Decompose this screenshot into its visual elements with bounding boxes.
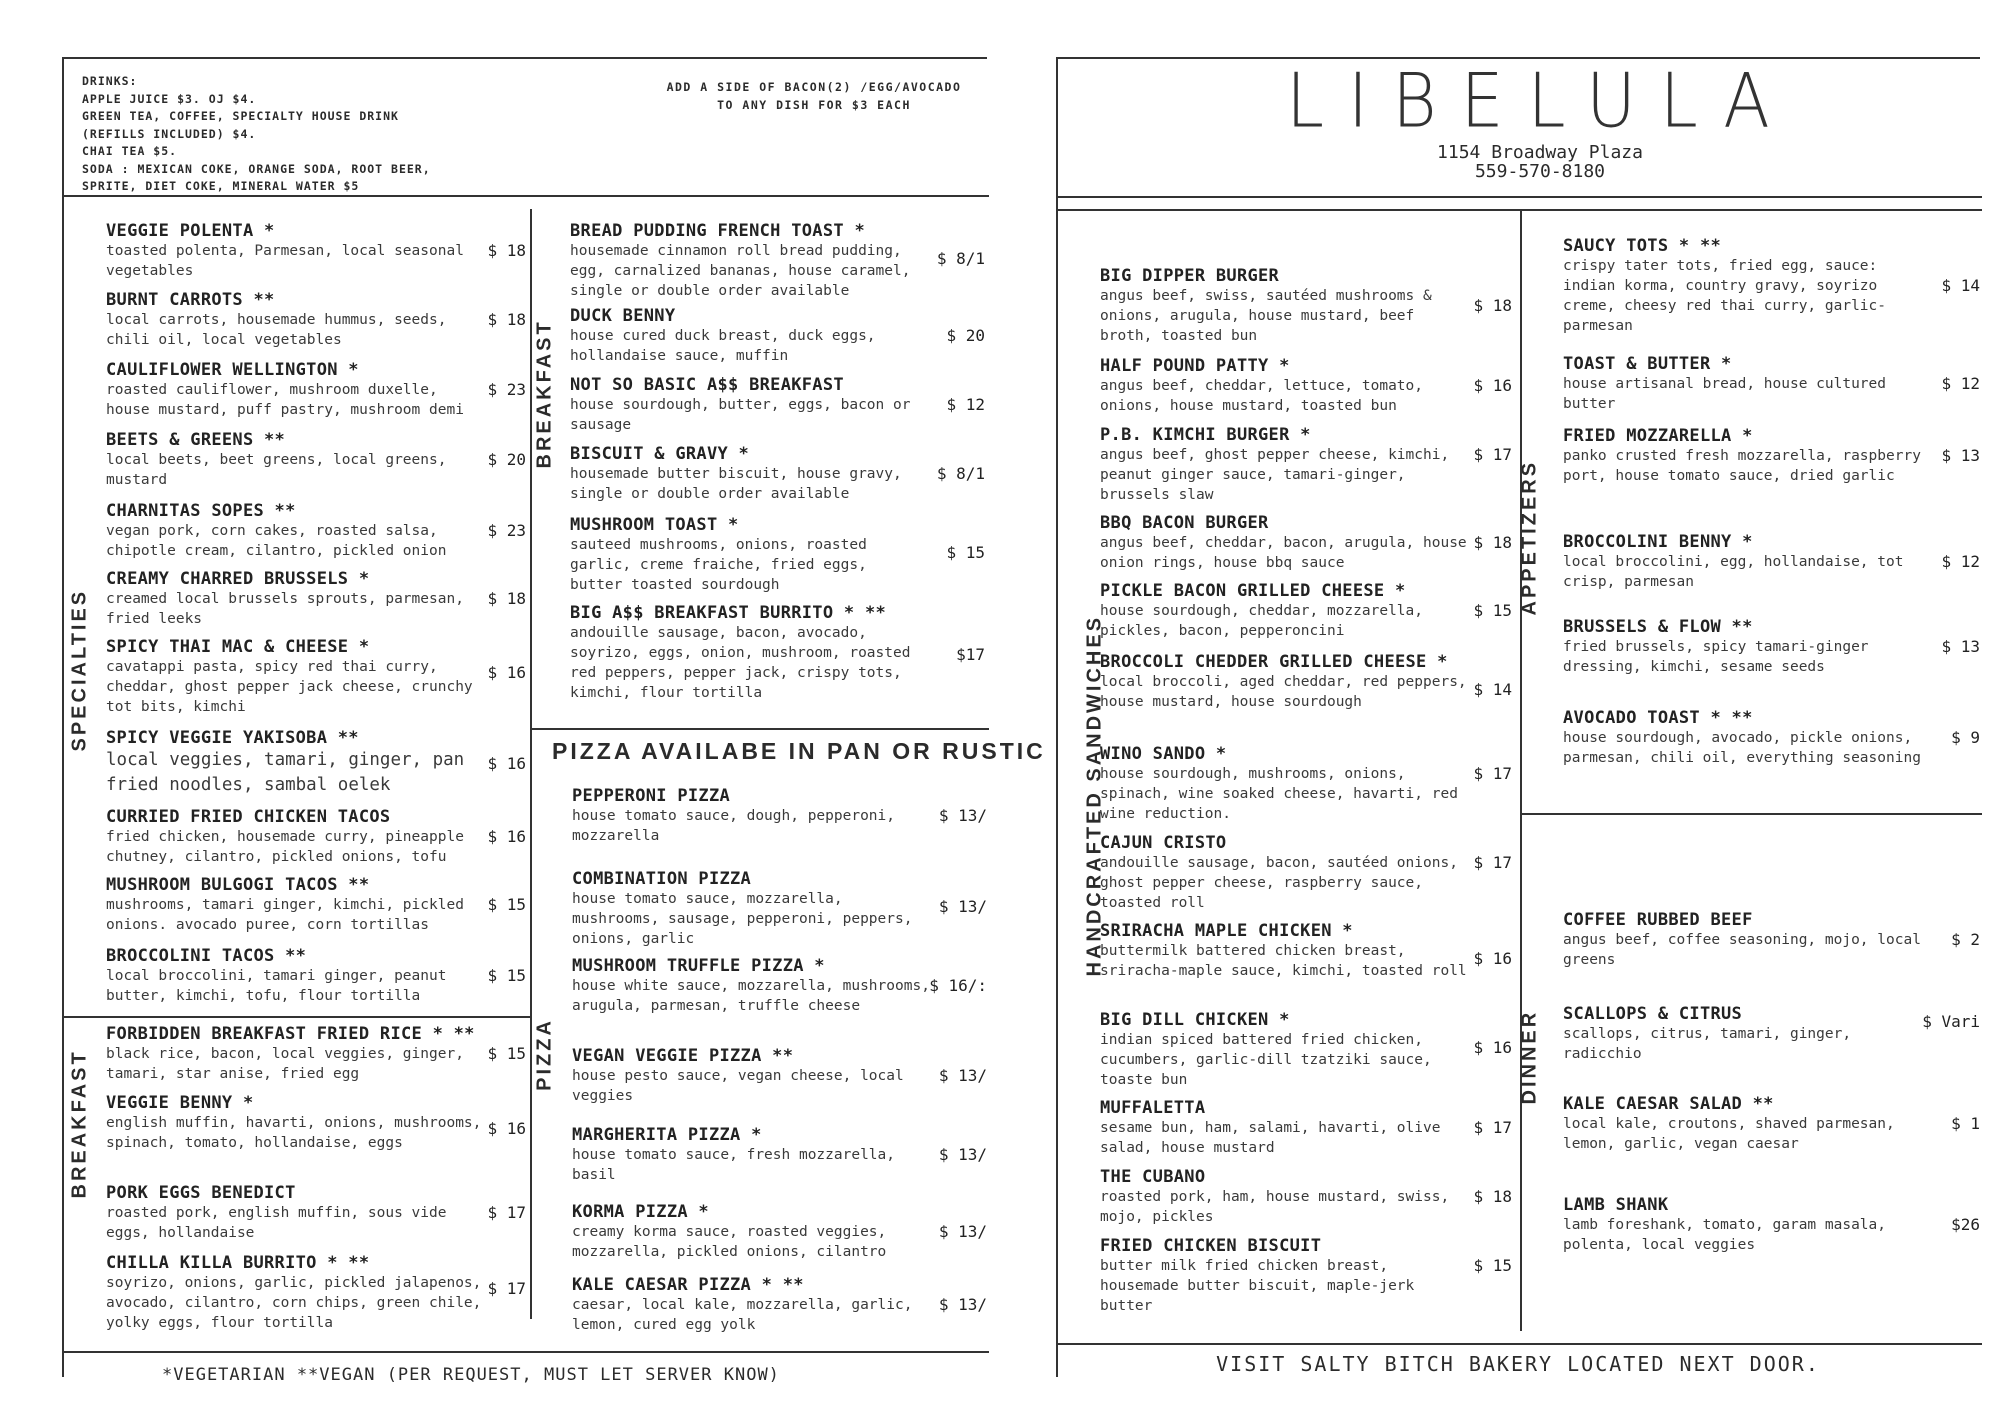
menu-item <box>570 515 985 595</box>
menu-item-description: local broccolini, egg, hollandaise, tot crisp, parmesan <box>1563 554 1904 590</box>
menu-item-price: $ 17 <box>1473 853 1512 872</box>
menu-item-price: $ 13/ <box>938 1295 987 1314</box>
menu-item-description: house sourdough, mushrooms, onions, spinach, wine soaked cheese, havarti, red wine reduction. <box>1100 766 1458 822</box>
menu-item-description: creamed local brussels sprouts, parmesan, fried leeks <box>106 591 464 627</box>
menu-item-description: roasted pork, english muffin, sous vide eggs, hollandaise <box>106 1205 447 1241</box>
menu-item <box>1100 356 1512 416</box>
menu-item-name: TOAST & BUTTER * <box>1563 354 1732 374</box>
menu-item <box>106 946 526 1006</box>
menu-item <box>572 956 987 1016</box>
menu-item-price: $ 18 <box>487 310 526 329</box>
menu-item <box>1563 617 1980 677</box>
menu-item-price: $ 17 <box>1473 1118 1512 1137</box>
menu-item <box>572 869 987 949</box>
menu-item-price: $ 20 <box>487 450 526 469</box>
menu-item <box>106 290 526 350</box>
menu-item-name: AVOCADO TOAST * ** <box>1563 708 1753 728</box>
drinks-line: (REFILLS INCLUDED) $4. <box>82 126 257 141</box>
menu-item <box>1563 1195 1980 1255</box>
menu-item-name: BIG A$$ BREAKFAST BURRITO * ** <box>570 603 887 623</box>
drinks-line: GREEN TEA, COFFEE, SPECIALTY HOUSE DRINK <box>82 109 399 123</box>
menu-item-price: $ 14 <box>1941 276 1980 295</box>
menu-item <box>106 360 526 420</box>
drinks-list <box>82 73 431 196</box>
menu-item-description: creamy korma sauce, roasted veggies, mozzarella, pickled onions, cilantro <box>572 1224 887 1260</box>
menu-item <box>106 569 526 629</box>
menu-item <box>1100 1098 1512 1158</box>
menu-item <box>1100 652 1512 712</box>
add-side-line: ADD A SIDE OF BACON(2) /EGG/AVOCADO <box>666 80 962 94</box>
menu-item-description: fried brussels, spicy tamari-ginger dressing, kimchi, sesame seeds <box>1563 639 1869 675</box>
menu-item-name: CREAMY CHARRED BRUSSELS * <box>106 569 370 589</box>
menu-item-name: WINO SANDO * <box>1100 744 1227 764</box>
menu-item <box>106 221 526 281</box>
menu-item <box>1100 744 1512 824</box>
menu-item-name: MUSHROOM TOAST * <box>570 515 739 535</box>
menu-item-name: BIG DIPPER BURGER <box>1100 266 1280 286</box>
menu-item-name: SAUCY TOTS * ** <box>1563 236 1722 256</box>
menu-item <box>572 1202 987 1262</box>
menu-item-name: CAULIFLOWER WELLINGTON * <box>106 360 359 380</box>
menu-item-price: $ 15 <box>487 966 526 985</box>
menu-item-name: PEPPERONI PIZZA <box>572 786 731 806</box>
menu-item-description: house tomato sauce, dough, pepperoni, mozzarella <box>572 808 896 844</box>
section-label-appetizers: APPETIZERS <box>1518 459 1541 616</box>
menu-item-description: andouille sausage, bacon, avocado, soyrizo, eggs, onion, mushroom, roasted red peppers, pepper jack, crispy tots, kimchi, flour tortilla <box>570 625 911 701</box>
menu-item-name: CURRIED FRIED CHICKEN TACOS <box>106 807 391 827</box>
divider <box>530 209 532 1319</box>
menu-item-price: $ 18 <box>1473 296 1512 315</box>
menu-item-name: PICKLE BACON GRILLED CHEESE * <box>1100 581 1406 601</box>
menu-item-price: $ 13/ <box>938 1222 987 1241</box>
menu-item-price: $ 17 <box>487 1203 526 1222</box>
menu-item-name: CHARNITAS SOPES ** <box>106 501 296 521</box>
menu-item <box>1563 426 1980 486</box>
menu-item-price: $ 18 <box>1473 1187 1512 1206</box>
menu-item <box>572 1046 987 1106</box>
menu-item-description: local beets, beet greens, local greens, mustard <box>106 452 447 488</box>
menu-item-name: BRUSSELS & FLOW ** <box>1563 617 1753 637</box>
menu-item-price: $ 18 <box>487 589 526 608</box>
menu-item-name: BBQ BACON BURGER <box>1100 513 1269 533</box>
menu-item-price: $ 16 <box>487 754 526 773</box>
menu-item-name: COFFEE RUBBED BEEF <box>1563 910 1753 930</box>
menu-item-description: sauteed mushrooms, onions, roasted garlic, creme fraiche, fried eggs, butter toasted sourdough <box>570 537 867 593</box>
divider <box>64 195 989 197</box>
menu-item <box>1563 236 1980 336</box>
menu-item-name: MUSHROOM BULGOGI TACOS ** <box>106 875 370 895</box>
menu-item <box>1100 1236 1512 1316</box>
menu-item-description: angus beef, ghost pepper cheese, kimchi, peanut ginger sauce, tamari-ginger, brussels slaw <box>1100 447 1450 503</box>
menu-item <box>1100 513 1512 573</box>
menu-item-description: caesar, local kale, mozzarella, garlic, lemon, cured egg yolk <box>572 1297 913 1333</box>
menu-item-name: SPICY VEGGIE YAKISOBA ** <box>106 728 359 748</box>
menu-item-name: HALF POUND PATTY * <box>1100 356 1290 376</box>
menu-item-description: house pesto sauce, vegan cheese, local veggies <box>572 1068 904 1104</box>
menu-item-description: butter milk fried chicken breast, housemade butter biscuit, maple-jerk butter <box>1100 1258 1415 1314</box>
menu-item-description: indian spiced battered fried chicken, cucumbers, garlic-dill tzatziki sauce, toaste bun <box>1100 1032 1432 1088</box>
menu-item <box>570 375 985 435</box>
menu-item-name: SCALLOPS & CITRUS <box>1563 1004 1743 1024</box>
address-line: 1154 Broadway Plaza <box>1437 142 1643 163</box>
menu-item-name: FRIED MOZZARELLA * <box>1563 426 1753 446</box>
menu-item-price: $ 12 <box>1941 552 1980 571</box>
menu-item-name: VEGGIE POLENTA * <box>106 221 275 241</box>
menu-item-description: andouille sausage, bacon, sautéed onions, ghost pepper cheese, raspberry sauce, toasted roll <box>1100 855 1458 911</box>
menu-item-price: $ 1 <box>1951 1114 1980 1133</box>
menu-item-description: house artisanal bread, house cultured butter <box>1563 376 1887 412</box>
menu-item-description: black rice, bacon, local veggies, ginger, tamari, star anise, fried egg <box>106 1046 464 1082</box>
menu-item <box>106 807 526 867</box>
menu-item-price: $ 15 <box>487 1044 526 1063</box>
menu-item <box>572 1125 987 1185</box>
menu-item-name: KALE CAESAR SALAD ** <box>1563 1094 1774 1114</box>
menu-item-price: $ 16 <box>1473 376 1512 395</box>
menu-item-price: $ 15 <box>946 543 985 562</box>
menu-item <box>106 1093 526 1153</box>
menu-item-name: KORMA PIZZA * <box>572 1202 709 1222</box>
menu-item-price: $ 23 <box>487 380 526 399</box>
restaurant-logo: LIBELULA <box>1286 58 1794 145</box>
menu-item-price: $ 15 <box>487 895 526 914</box>
menu-item-price: $ 18 <box>487 241 526 260</box>
menu-item-description: local broccolini, tamari ginger, peanut butter, kimchi, tofu, flour tortilla <box>106 968 447 1004</box>
add-side-line: TO ANY DISH FOR $3 EACH <box>717 97 911 112</box>
menu-item-price: $ 16 <box>487 1119 526 1138</box>
menu-item-price: $ 16 <box>1473 949 1512 968</box>
menu-item-description: angus beef, swiss, sautéed mushrooms & onions, arugula, house mustard, beef broth, toasted bun <box>1100 288 1432 344</box>
menu-item-description: vegan pork, corn cakes, roasted salsa, chipotle cream, cilantro, pickled onion <box>106 523 447 559</box>
menu-item <box>570 306 985 366</box>
menu-item-price: $ 13/ <box>938 897 987 916</box>
menu-item-name: VEGAN VEGGIE PIZZA ** <box>572 1046 794 1066</box>
add-side-note <box>634 79 994 114</box>
divider <box>1520 209 1522 1331</box>
menu-item-name: P.B. KIMCHI BURGER * <box>1100 425 1311 445</box>
menu-item-price: $ 16/: <box>929 976 987 995</box>
menu-item <box>1563 1004 1980 1064</box>
section-label-breakfast: BREAKFAST <box>68 1049 91 1199</box>
menu-item <box>1100 1010 1512 1090</box>
menu-item <box>106 1183 526 1243</box>
menu-item-description: cavatappi pasta, spicy red thai curry, cheddar, ghost pepper jack cheese, crunchy tot bits, kimchi <box>106 659 473 715</box>
menu-item-price: $ 13/ <box>938 806 987 825</box>
menu-item-price: $ 18 <box>1473 533 1512 552</box>
menu-item-price: $ 16 <box>1473 1038 1512 1057</box>
menu-item <box>106 728 526 798</box>
divider <box>64 1016 530 1018</box>
menu-item-description: crispy tater tots, fried egg, sauce: indian korma, country gravy, soyrizo creme, cheesy red thai curry, garlic-parmesan <box>1563 258 1887 334</box>
menu-item-name: COMBINATION PIZZA <box>572 869 752 889</box>
menu-item-name: DUCK BENNY <box>570 306 676 326</box>
menu-item <box>572 1275 987 1335</box>
restaurant-address <box>1280 143 1800 181</box>
section-label-pizza: PIZZA <box>533 1018 556 1091</box>
drinks-line: APPLE JUICE $3. OJ $4. <box>82 91 257 106</box>
section-label-dinner: DINNER <box>1518 1009 1541 1105</box>
menu-item-name: BEETS & GREENS ** <box>106 430 286 450</box>
menu-item-name: BROCCOLI CHEDDER GRILLED CHEESE * <box>1100 652 1448 672</box>
menu-item-description: angus beef, coffee seasoning, mojo, local greens <box>1563 932 1921 968</box>
divider <box>1520 813 1982 815</box>
menu-item <box>1563 354 1980 414</box>
menu-item-price: $ 13 <box>1941 637 1980 656</box>
menu-item-description: house tomato sauce, mozzarella, mushrooms, sausage, pepperoni, peppers, onions, garlic <box>572 891 913 947</box>
menu-item-price: $ 23 <box>487 521 526 540</box>
menu-item <box>1563 1094 1980 1154</box>
menu-item-description: house tomato sauce, fresh mozzarella, basil <box>572 1147 896 1183</box>
menu-item-price: $ 2 <box>1951 930 1980 949</box>
drinks-line: CHAI TEA $5. <box>82 144 178 158</box>
menu-item-price: $ 8/1 <box>936 249 985 268</box>
menu-item <box>1563 708 1980 768</box>
section-label-specialties: SPECIALTIES <box>68 588 91 752</box>
menu-item-name: VEGGIE BENNY * <box>106 1093 254 1113</box>
menu-item-name: PORK EGGS BENEDICT <box>106 1183 296 1203</box>
menu-item <box>106 875 526 935</box>
menu-item <box>106 637 526 717</box>
menu-item-description: house sourdough, avocado, pickle onions, parmesan, chili oil, everything seasoning <box>1563 730 1921 766</box>
menu-item-name: BREAD PUDDING FRENCH TOAST * <box>570 221 865 241</box>
menu-item-price: $ 13/ <box>938 1145 987 1164</box>
divider <box>530 728 989 730</box>
menu-item-name: CHILLA KILLA BURRITO * ** <box>106 1253 370 1273</box>
menu-item-description: roasted cauliflower, mushroom duxelle, house mustard, puff pastry, mushroom demi <box>106 382 464 418</box>
menu-item-price: $ 13/ <box>938 1066 987 1085</box>
menu-item-name: SRIRACHA MAPLE CHICKEN * <box>1100 921 1353 941</box>
menu-item-description: fried chicken, housemade curry, pineapple chutney, cilantro, pickled onions, tofu <box>106 829 464 865</box>
menu-item-name: BURNT CARROTS ** <box>106 290 275 310</box>
menu-item <box>106 430 526 490</box>
pizza-heading: PIZZA AVAILABE IN PAN OR RUSTIC <box>552 738 1046 764</box>
menu-item <box>106 501 526 561</box>
menu-item <box>570 444 985 504</box>
menu-item-description: house sourdough, cheddar, mozzarella, pickles, bacon, pepperoncini <box>1100 603 1424 639</box>
menu-item-name: MUSHROOM TRUFFLE PIZZA * <box>572 956 825 976</box>
menu-item-price: $ 16 <box>487 663 526 682</box>
divider <box>1058 1343 1982 1345</box>
menu-item-description: angus beef, cheddar, bacon, arugula, house onion rings, house bbq sauce <box>1100 535 1467 571</box>
menu-item-price: $ 12 <box>1941 374 1980 393</box>
menu-item-name: KALE CAESAR PIZZA * ** <box>572 1275 804 1295</box>
menu-item <box>570 603 985 703</box>
menu-item-price: $ 8/1 <box>936 464 985 483</box>
menu-item-name: BROCCOLINI TACOS ** <box>106 946 307 966</box>
menu-item-price: $ 13 <box>1941 446 1980 465</box>
menu-item-description: house white sauce, mozzarella, mushrooms, arugula, parmesan, truffle cheese <box>572 978 930 1014</box>
menu-item-description: buttermilk battered chicken breast, sriracha-maple sauce, kimchi, toasted roll <box>1100 943 1467 979</box>
menu-item-description: english muffin, havarti, onions, mushrooms, spinach, tomato, hollandaise, eggs <box>106 1115 482 1151</box>
menu-item <box>1100 921 1512 981</box>
menu-item <box>1100 581 1512 641</box>
menu-item-price: $ 15 <box>1473 1256 1512 1275</box>
menu-item-price: $ 16 <box>487 827 526 846</box>
menu-item-price: $ 12 <box>946 395 985 414</box>
menu-item-price: $ 14 <box>1473 680 1512 699</box>
menu-item-description: housemade cinnamon roll bread pudding, egg, carnalized bananas, house caramel, single or double order available <box>570 243 911 299</box>
menu-item-name: SPICY THAI MAC & CHEESE * <box>106 637 370 657</box>
menu-item-name: FORBIDDEN BREAKFAST FRIED RICE * ** <box>106 1024 475 1044</box>
menu-item-name: FRIED CHICKEN BISCUIT <box>1100 1236 1322 1256</box>
diet-footnote: *VEGETARIAN **VEGAN (PER REQUEST, MUST LET SERVER KNOW) <box>162 1365 780 1385</box>
menu-item-price: $17 <box>956 645 985 664</box>
menu-item-price: $ 17 <box>1473 445 1512 464</box>
menu-item-name: MARGHERITA PIZZA * <box>572 1125 762 1145</box>
phone-line: 559-570-8180 <box>1474 161 1606 182</box>
menu-item-name: CAJUN CRISTO <box>1100 833 1227 853</box>
menu-item <box>106 1253 526 1333</box>
menu-item <box>1100 425 1512 505</box>
menu-item <box>1100 833 1512 913</box>
menu-item <box>1563 910 1980 970</box>
menu-item-price: $ 17 <box>1473 764 1512 783</box>
menu-item-name: BISCUIT & GRAVY * <box>570 444 750 464</box>
menu-item-description: local kale, croutons, shaved parmesan, lemon, garlic, vegan caesar <box>1563 1116 1895 1152</box>
menu-item <box>106 1024 526 1084</box>
menu-item-name: THE CUBANO <box>1100 1167 1206 1187</box>
menu-item-description: housemade butter biscuit, house gravy, single or double order available <box>570 466 902 502</box>
menu-item-name: NOT SO BASIC A$$ BREAKFAST <box>570 375 844 395</box>
drinks-line: SODA : MEXICAN COKE, ORANGE SODA, ROOT BEER, <box>82 161 431 176</box>
menu-item-description: scallops, citrus, tamari, ginger, radicchio <box>1563 1026 1852 1062</box>
menu-item-name: MUFFALETTA <box>1100 1098 1206 1118</box>
drinks-line: SPRITE, DIET COKE, MINERAL WATER $5 <box>82 179 360 193</box>
menu-item-name: BIG DILL CHICKEN * <box>1100 1010 1290 1030</box>
divider <box>64 1351 989 1353</box>
section-label-breakfast: BREAKFAST <box>533 319 556 469</box>
divider <box>1058 196 1982 198</box>
menu-item-price: $26 <box>1951 1215 1980 1234</box>
bakery-note: VISIT SALTY BITCH BAKERY LOCATED NEXT DOOR. <box>1216 1352 1820 1376</box>
menu-item <box>1100 266 1512 346</box>
menu-item-price: $ 17 <box>487 1279 526 1298</box>
menu-item-description: house cured duck breast, duck eggs, hollandaise sauce, muffin <box>570 328 876 364</box>
menu-item-description: house sourdough, butter, eggs, bacon or sausage <box>570 397 911 433</box>
menu-item-description: sesame bun, ham, salami, havarti, olive salad, house mustard <box>1100 1120 1441 1156</box>
menu-item-description: panko crusted fresh mozzarella, raspberry port, house tomato sauce, dried garlic <box>1563 448 1921 484</box>
menu-item-description: roasted pork, ham, house mustard, swiss, mojo, pickles <box>1100 1189 1450 1225</box>
menu-item-description: local broccoli, aged cheddar, red peppers, house mustard, house sourdough <box>1100 674 1467 710</box>
menu-item <box>1563 532 1980 592</box>
menu-item-description: local carrots, housemade hummus, seeds, chili oil, local vegetables <box>106 312 447 348</box>
menu-item-price: $ 9 <box>1951 728 1980 747</box>
menu-item-description: angus beef, cheddar, lettuce, tomato, onions, house mustard, toasted bun <box>1100 378 1424 414</box>
menu-item-description: toasted polenta, Parmesan, local seasonal vegetables <box>106 243 464 279</box>
menu-item <box>1100 1167 1512 1227</box>
menu-item-price: $ 20 <box>946 326 985 345</box>
section-label-sandwiches: HANDCRAFTED SANDWICHES <box>1083 614 1106 977</box>
drinks-line: DRINKS: <box>82 74 138 88</box>
menu-item <box>572 786 987 846</box>
menu-item-description: local veggies, tamari, ginger, pan fried noodles, sambal oelek <box>106 750 465 795</box>
menu-item-description: soyrizo, onions, garlic, pickled jalapenos, avocado, cilantro, corn chips, green chile, yolky eggs, flour tortilla <box>106 1275 482 1331</box>
menu-item-name: LAMB SHANK <box>1563 1195 1669 1215</box>
menu-item-price: $ 15 <box>1473 601 1512 620</box>
menu-item-name: BROCCOLINI BENNY * <box>1563 532 1753 552</box>
menu-item-price: $ Vari <box>1922 1012 1980 1031</box>
menu-item <box>570 221 985 301</box>
menu-item-description: mushrooms, tamari ginger, kimchi, pickled onions. avocado puree, corn tortillas <box>106 897 464 933</box>
menu-item-description: lamb foreshank, tomato, garam masala, polenta, local veggies <box>1563 1217 1887 1253</box>
